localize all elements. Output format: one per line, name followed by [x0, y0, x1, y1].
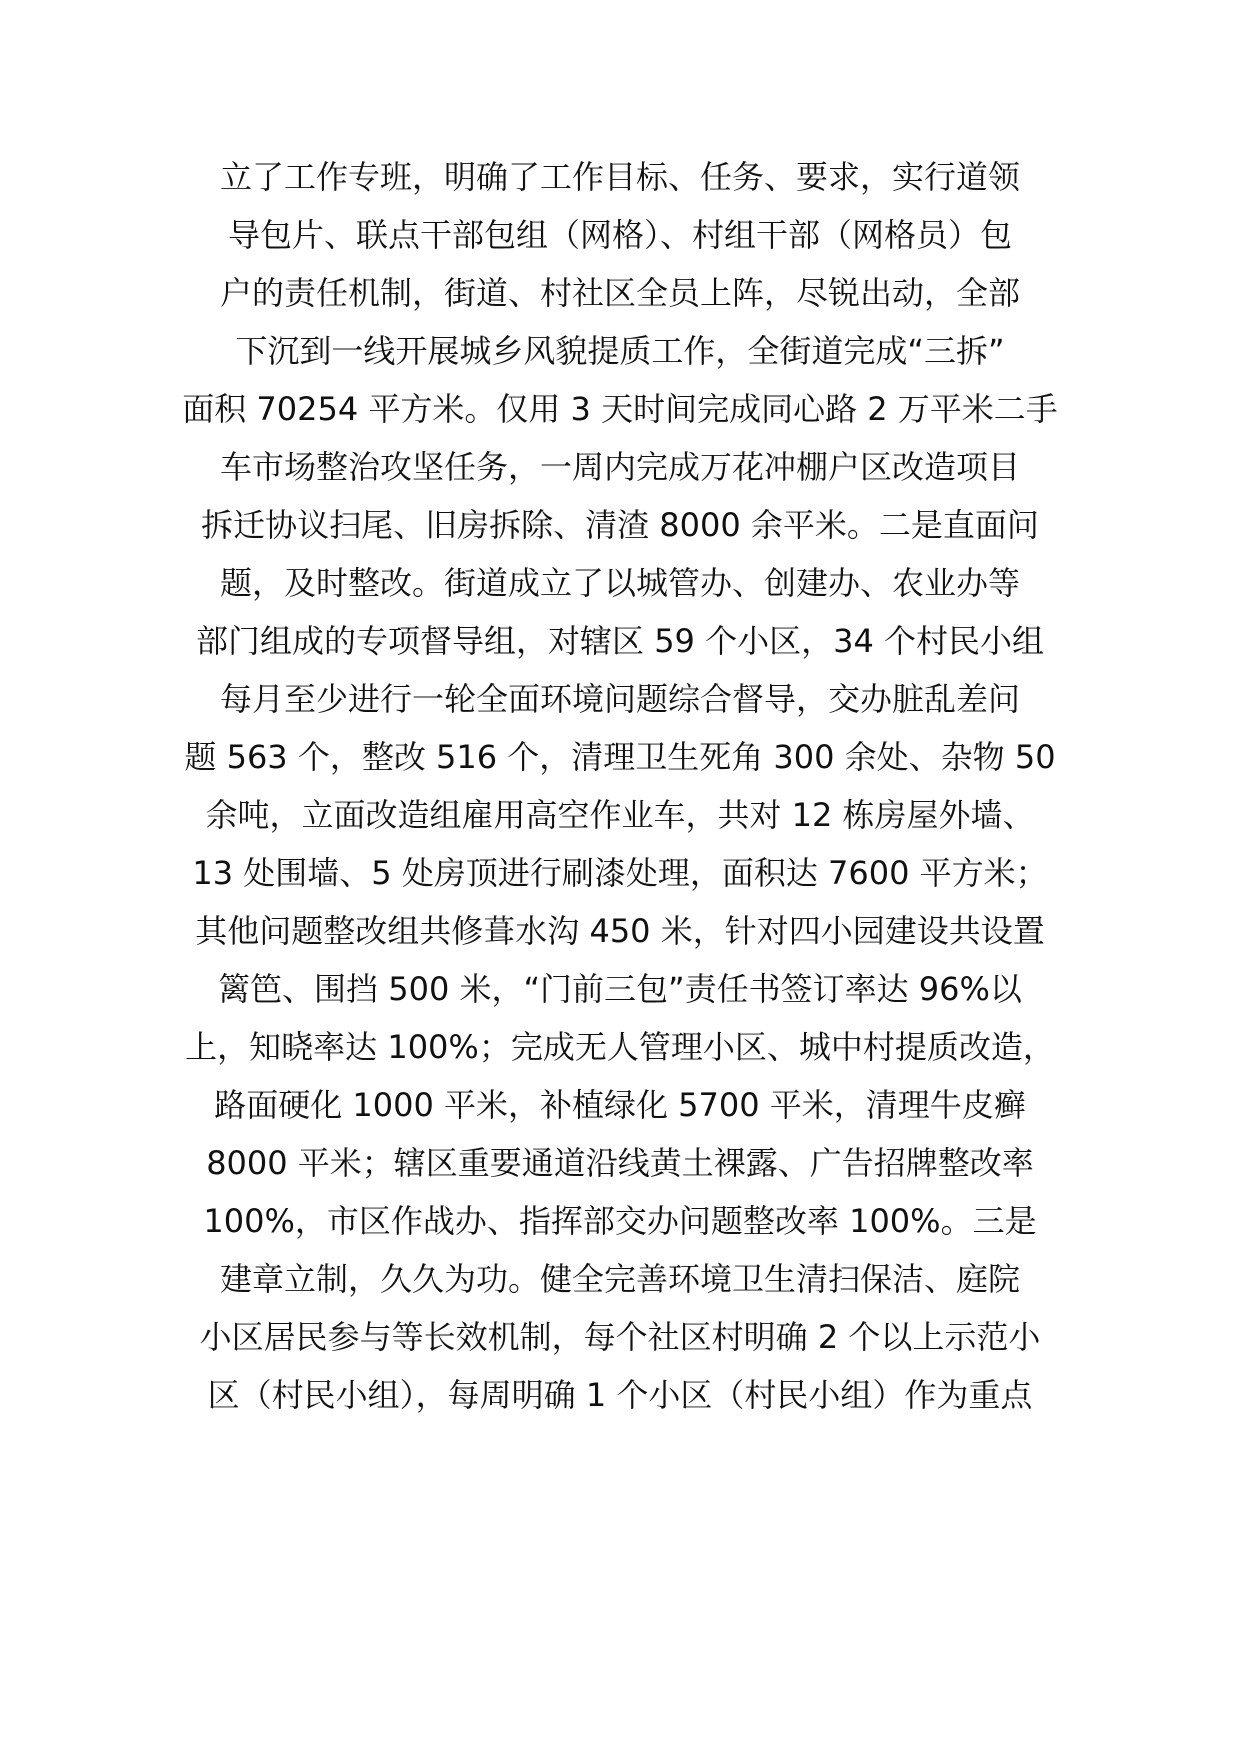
text-line: 下沉到一线开展城乡风貌提质工作，全街道完成“三拆”: [235, 332, 1005, 370]
text-line: 篱笆、围挡 500 米，“门前三包”责任书签订率达 96%以: [218, 970, 1022, 1008]
text-line: 上，知晓率达 100%；完成无人管理小区、城中村提质改造，: [185, 1028, 1055, 1066]
text-line: 户的责任机制，街道、村社区全员上阵，尽锐出动，全部: [219, 274, 1020, 312]
text-line: 余吨，立面改造组雇用高空作业车，共对 12 栋房屋外墙、: [205, 796, 1035, 834]
text-line: 题 563 个，整改 516 个，清理卫生死角 300 余处、杂物 50: [184, 738, 1056, 776]
text-line: 8000 平米；辖区重要通道沿线黄土裸露、广告招牌整改率: [206, 1144, 1034, 1182]
text-line: 其他问题整改组共修葺水沟 450 米，针对四小园建设共设置: [195, 912, 1045, 950]
text-line: 区（村民小组），每周明确 1 个小区（村民小组）作为重点: [207, 1376, 1033, 1414]
text-line: 面积 70254 平方米。仅用 3 天时间完成同心路 2 万平米二手: [182, 390, 1058, 428]
text-line: 100%，市区作战办、指挥部交办问题整改率 100%。三是: [203, 1202, 1037, 1240]
text-line: 车市场整治攻坚任务，一周内完成万花冲棚户区改造项目: [219, 448, 1020, 486]
text-line: 题，及时整改。街道成立了以城管办、创建办、农业办等: [219, 564, 1020, 602]
text-line: 拆迁协议扫尾、旧房拆除、清渣 8000 余平米。二是直面问: [201, 506, 1039, 544]
text-line: 立了工作专班，明确了工作目标、任务、要求，实行道领: [219, 158, 1020, 196]
text-line: 小区居民参与等长效机制，每个社区村明确 2 个以上示范小: [199, 1318, 1041, 1356]
text-line: 路面硬化 1000 平米，补植绿化 5700 平米，清理牛皮癣: [214, 1086, 1026, 1124]
text-line: 导包片、联点干部包组（网格）、村组干部（网格员）包: [227, 216, 1012, 254]
text-line: 每月至少进行一轮全面环境问题综合督导，交办脏乱差问: [219, 680, 1020, 718]
text-line: 13 处围墙、5 处房顶进行刷漆处理，面积达 7600 平方米；: [192, 854, 1048, 892]
text-line: 部门组成的专项督导组，对辖区 59 个小区，34 个村民小组: [196, 622, 1044, 660]
text-line: 建章立制，久久为功。健全完善环境卫生清扫保洁、庭院: [219, 1260, 1020, 1298]
